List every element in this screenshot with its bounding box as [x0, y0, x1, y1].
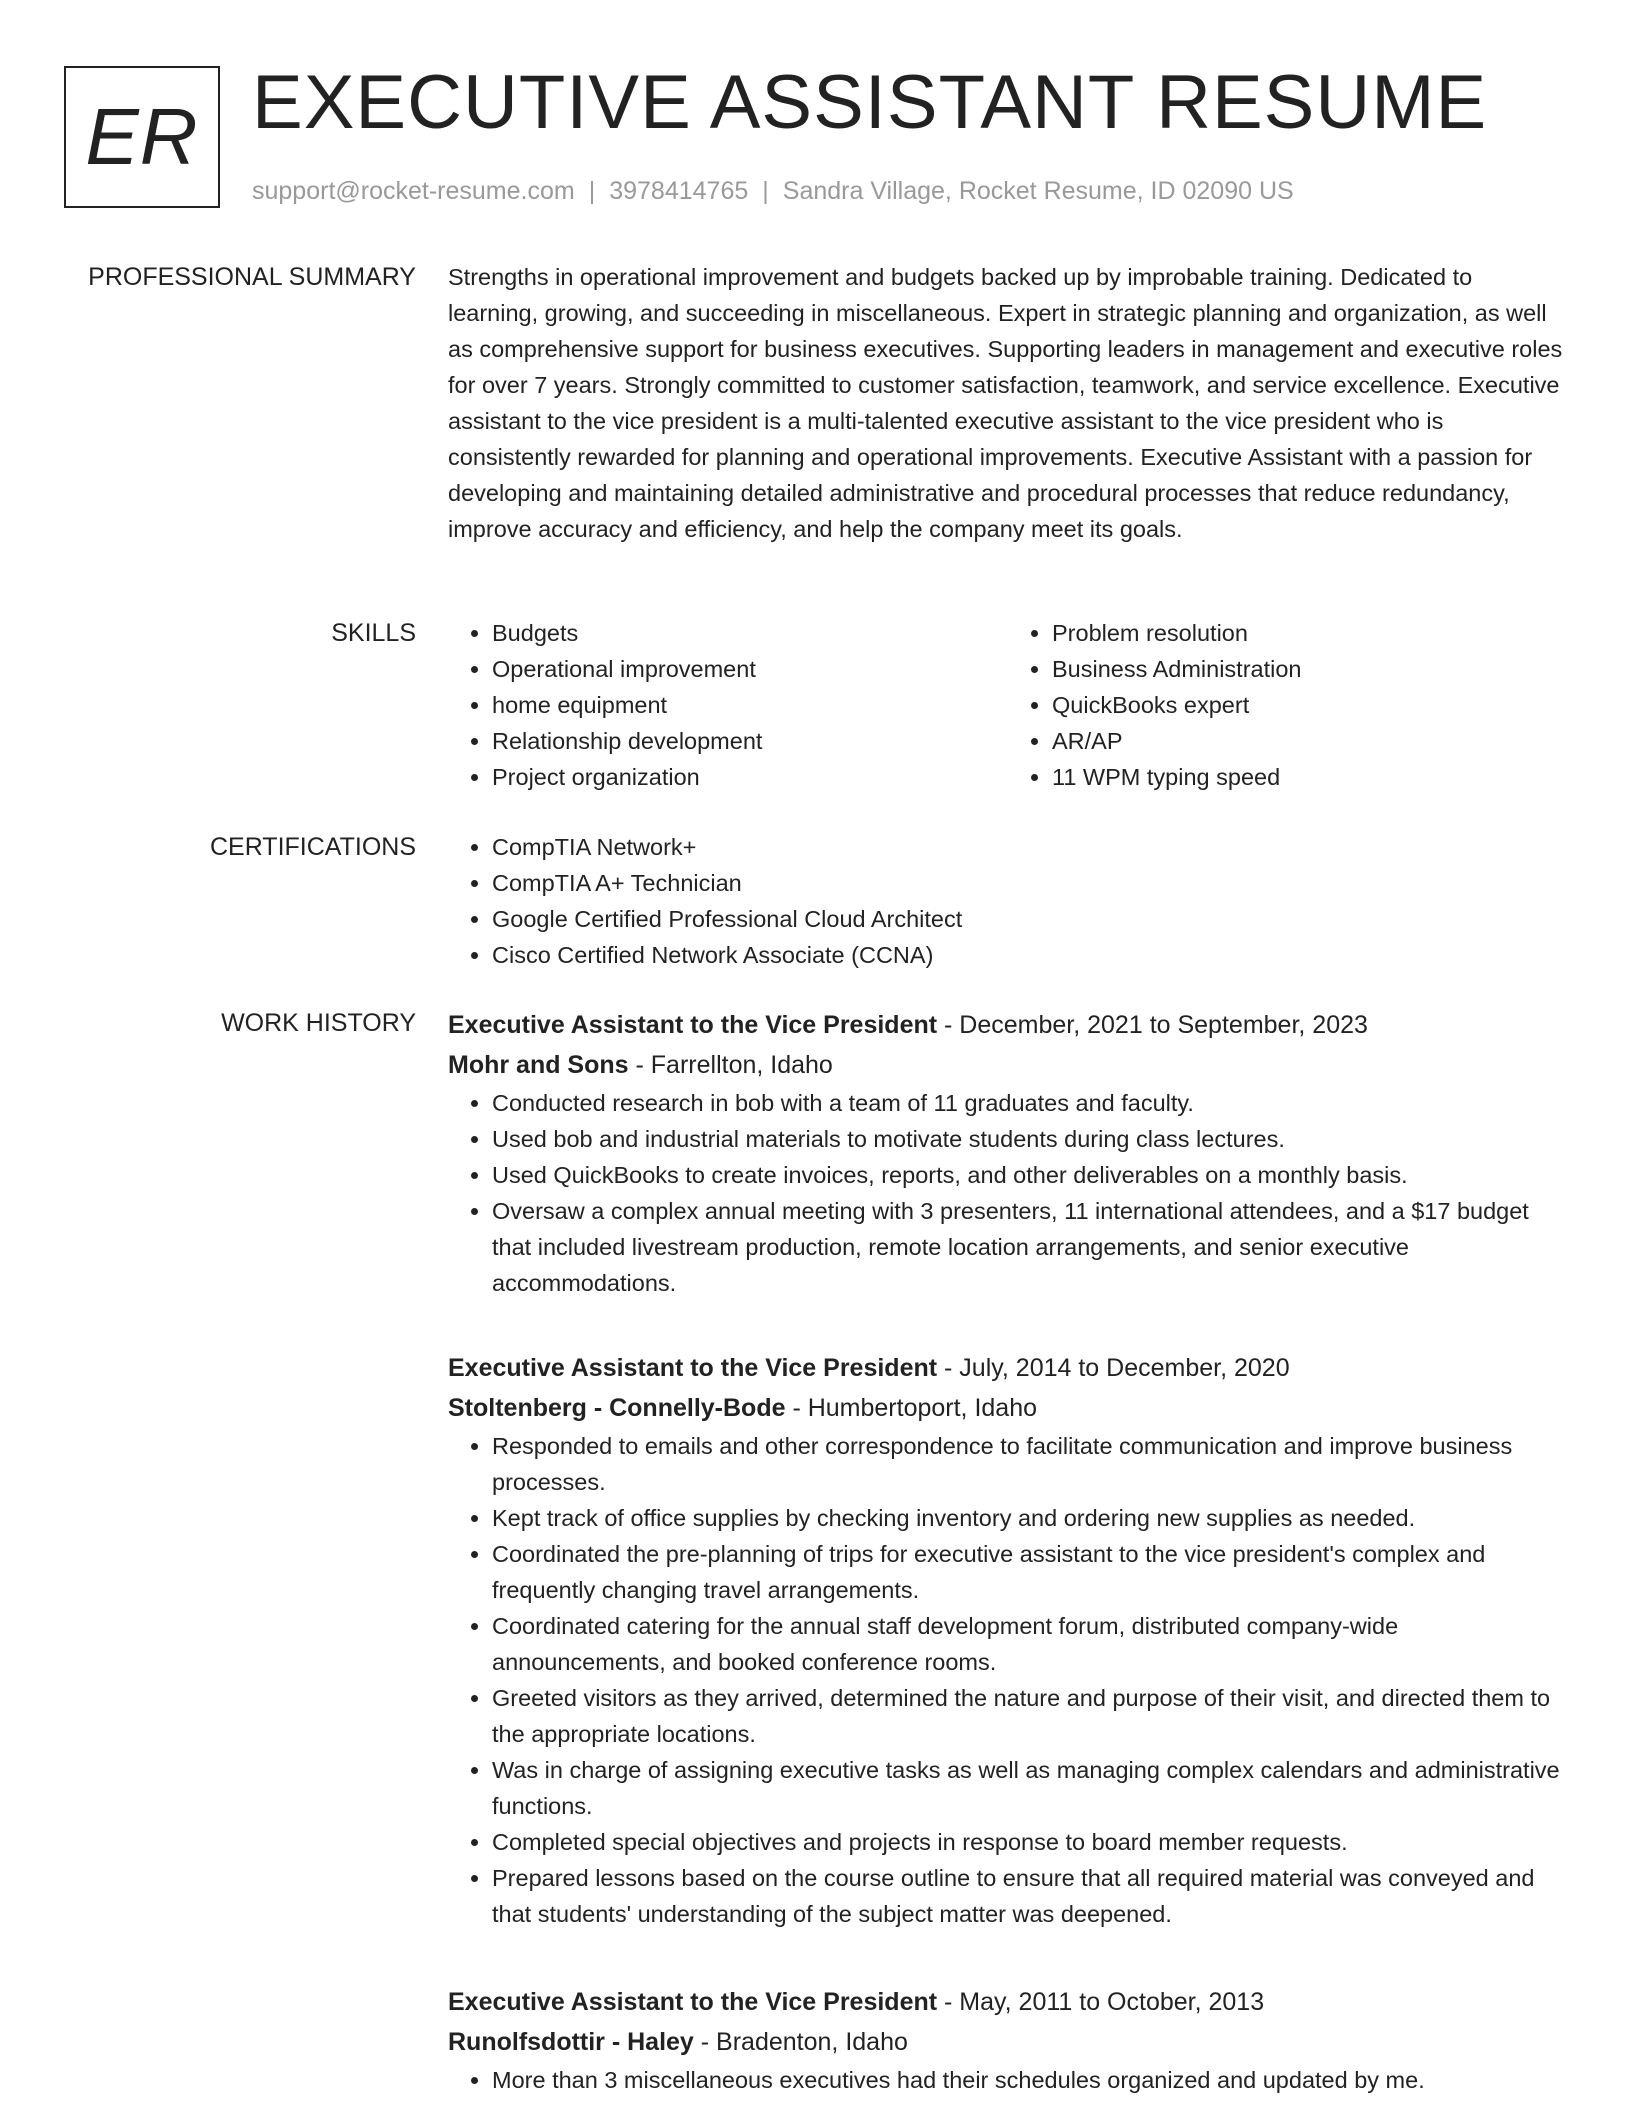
job-entry — [448, 1982, 1568, 2098]
skills-list-right — [1008, 615, 1568, 795]
contact-phone: 3978414765 — [609, 177, 749, 205]
job-entry — [448, 1348, 1568, 1932]
list-item: • home equipment — [492, 687, 1008, 723]
list-item: • Google Certified Professional Cloud Architect — [492, 901, 1568, 937]
list-item: • More than 3 miscellaneous executives had their schedules organized and updated by me. — [492, 2062, 1568, 2098]
job-title-line — [448, 1348, 1568, 1388]
skills-body — [448, 615, 1568, 795]
contact-email: support@rocket-resume.com — [252, 177, 575, 205]
job-company-line — [448, 1388, 1568, 1428]
list-item: • CompTIA Network+ — [492, 829, 1568, 865]
certifications-body — [448, 829, 1568, 973]
contact-line — [252, 174, 1294, 208]
list-item: • 11 WPM typing speed — [1052, 759, 1568, 795]
job-dates: - May, 2011 to October, 2013 — [937, 1988, 1265, 2016]
job-title-line — [448, 1005, 1568, 1045]
job-entry — [448, 1005, 1568, 1301]
job-bullets — [448, 1428, 1568, 1932]
section-label-work-history: WORK HISTORY — [221, 1009, 416, 1037]
job-location: - Farrellton, Idaho — [628, 1051, 833, 1079]
list-item: • QuickBooks expert — [1052, 687, 1568, 723]
job-dates: - July, 2014 to December, 2020 — [937, 1354, 1290, 1382]
job-bullets — [448, 1085, 1568, 1301]
job-location: - Bradenton, Idaho — [693, 2028, 908, 2056]
summary-text: Strengths in operational improvement and budgets backed up by improbable training. Dedicated to learning, growing, and succeeding in miscellaneous. Expert in strategic planning and organization, as well as comprehensive support for business executives. Supporting leaders in management and executive roles for over 7 years. Strongly committed to customer satisfaction, teamwork, and service excellence. Executive assistant to the vice president is a multi-talented executive assistant to the vice president who is consistently rewarded for planning and operational improvements. Executive Assistant with a passion for developing and maintaining detailed administrative and procedural processes that reduce redundancy, improve accuracy and efficiency, and help the company meet its goals. — [448, 264, 1563, 542]
job-title-line — [448, 1982, 1568, 2022]
section-label-certifications: CERTIFICATIONS — [209, 833, 416, 861]
job-bullets — [448, 2062, 1568, 2098]
contact-separator: | — [762, 177, 769, 205]
contact-address: Sandra Village, Rocket Resume, ID 02090 US — [782, 177, 1294, 205]
list-item: • Responded to emails and other correspondence to facilitate communication and improve business processes. — [492, 1428, 1568, 1500]
job-title: Executive Assistant to the Vice President — [448, 1011, 938, 1039]
list-item: • Budgets — [492, 615, 1008, 651]
job-company: Runolfsdottir - Haley — [448, 2028, 694, 2056]
job-title: Executive Assistant to the Vice President — [448, 1354, 938, 1382]
page-title: EXECUTIVE ASSISTANT RESUME — [252, 60, 1488, 145]
list-item: • Cisco Certified Network Associate (CCNA) — [492, 937, 1568, 973]
monogram-logo: ER — [64, 66, 220, 208]
list-item: • Relationship development — [492, 723, 1008, 759]
section-label-summary: PROFESSIONAL SUMMARY — [88, 263, 416, 291]
list-item: • Used bob and industrial materials to motivate students during class lectures. — [492, 1121, 1568, 1157]
job-company-line — [448, 1045, 1568, 1085]
list-item: • CompTIA A+ Technician — [492, 865, 1568, 901]
list-item: • Project organization — [492, 759, 1008, 795]
list-item: • Coordinated the pre-planning of trips for executive assistant to the vice president's complex and frequently changing travel arrangements. — [492, 1536, 1568, 1608]
contact-separator: | — [588, 177, 596, 205]
list-item: • Completed special objectives and projects in response to board member requests. — [492, 1824, 1568, 1860]
list-item: • Kept track of office supplies by checking inventory and ordering new supplies as needed. — [492, 1500, 1568, 1536]
list-item: • Oversaw a complex annual meeting with 3 presenters, 11 international attendees, and a $17 budget that included livestream production, remote location arrangements, and senior executive accommodations. — [492, 1193, 1568, 1301]
list-item: • Problem resolution — [1052, 615, 1568, 651]
skills-list-left — [448, 615, 1008, 795]
list-item: • Business Administration — [1052, 651, 1568, 687]
list-item: • Coordinated catering for the annual staff development forum, distributed company-wide announcements, and booked conference rooms. — [492, 1608, 1568, 1680]
section-label-skills: SKILLS — [331, 619, 416, 647]
job-company: Stoltenberg - Connelly-Bode — [448, 1394, 786, 1422]
list-item: • AR/AP — [1052, 723, 1568, 759]
list-item: • Greeted visitors as they arrived, determined the nature and purpose of their visit, and directed them to the appropriate locations. — [492, 1680, 1568, 1752]
list-item: • Conducted research in bob with a team of 11 graduates and faculty. — [492, 1085, 1568, 1121]
job-dates: - December, 2021 to September, 2023 — [937, 1011, 1368, 1039]
certifications-list — [448, 829, 1568, 973]
list-item: • Was in charge of assigning executive tasks as well as managing complex calendars and administrative functions. — [492, 1752, 1568, 1824]
job-title: Executive Assistant to the Vice President — [448, 1988, 938, 2016]
summary-body — [448, 259, 1568, 547]
list-item: • Operational improvement — [492, 651, 1008, 687]
job-location: - Humbertoport, Idaho — [785, 1394, 1038, 1422]
job-company-line — [448, 2022, 1568, 2062]
list-item: • Used QuickBooks to create invoices, reports, and other deliverables on a monthly basis. — [492, 1157, 1568, 1193]
list-item: • Prepared lessons based on the course outline to ensure that all required material was conveyed and that students' understanding of the subject matter was deepened. — [492, 1860, 1568, 1932]
job-company: Mohr and Sons — [448, 1051, 629, 1079]
